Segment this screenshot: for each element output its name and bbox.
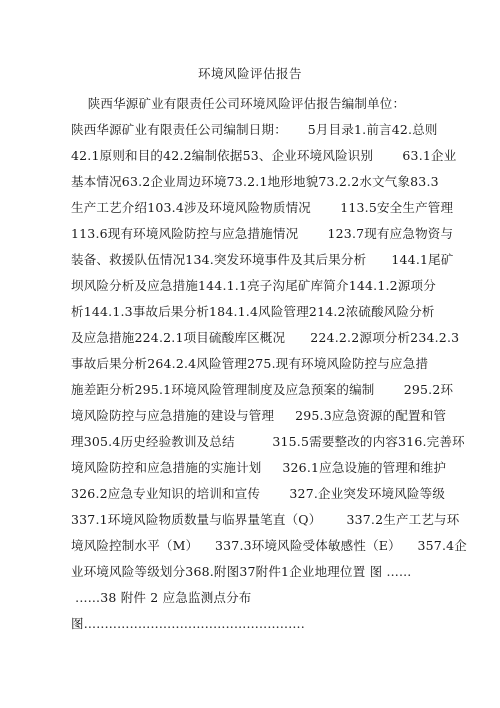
text-line: 326.2应急专业知识的培训和宣传 327.企业突发环境风险等级 [71, 486, 446, 501]
text-line: 境风险防控与应急措施的建设与管理 295.3应急资源的配置和管 [71, 408, 447, 423]
text-line: ......38 附件 2 应急监测点分布 [71, 590, 252, 605]
text-line: 陕西华源矿业有限责任公司环境风险评估报告编制单位： [71, 96, 406, 111]
text-line: 42.1原则和目的42.2编制依据53、企业环境风险识别 63.1企业 [71, 148, 457, 163]
text-line: 陕西华源矿业有限责任公司编制日期： 5月目录1.前言42.总则 [71, 122, 438, 137]
text-line: 装备、救援队伍情况134.突发环境事件及其后果分析 144.1尾矿 [71, 252, 454, 267]
text-line: 境风险控制水平（M） 337.3环境风险受体敏感性（E） 357.4企 [71, 538, 467, 553]
text-line: 理305.4历史经验教训及总结 315.5需要整改的内容316.完善环 [71, 434, 465, 449]
text-line: 113.6现有环境风险防控与应急措施情况 123.7现有应急物资与 [71, 226, 454, 241]
text-line: 基本情况63.2企业周边环境73.2.1地形地貌73.2.2水文气象83.3 [71, 174, 439, 189]
text-line: 坝风险分析及应急措施144.1.1亮子沟尾矿库简介144.1.2源项分 [71, 278, 436, 293]
text-line: 析144.1.3事故后果分析184.1.4风险管理214.2浓硫酸风险分析 [71, 304, 435, 319]
document-title: 环境风险评估报告 [197, 66, 302, 81]
text-line: 图..................................................... [71, 616, 305, 631]
text-line: 施差距分析295.1环境风险管理制度及应急预案的编制 295.2环 [71, 382, 454, 397]
text-line: 337.1环境风险物质数量与临界量笔直（Q） 337.2生产工艺与环 [71, 512, 460, 527]
text-line: 业环境风险等级划分368.附图37附件1企业地理位置 图 ...... [71, 564, 412, 579]
text-line: 生产工艺介绍103.4涉及环境风险物质情况 113.5安全生产管理 [71, 200, 454, 215]
text-line: 及应急措施224.2.1项目硫酸库区概况 224.2.2源项分析234.2.3 [71, 330, 460, 345]
text-line: 事故后果分析264.2.4风险管理275.现有环境风险防控与应急措 [71, 356, 429, 371]
text-line: 境风险防控和应急措施的实施计划 326.1应急设施的管理和维护 [71, 460, 447, 475]
